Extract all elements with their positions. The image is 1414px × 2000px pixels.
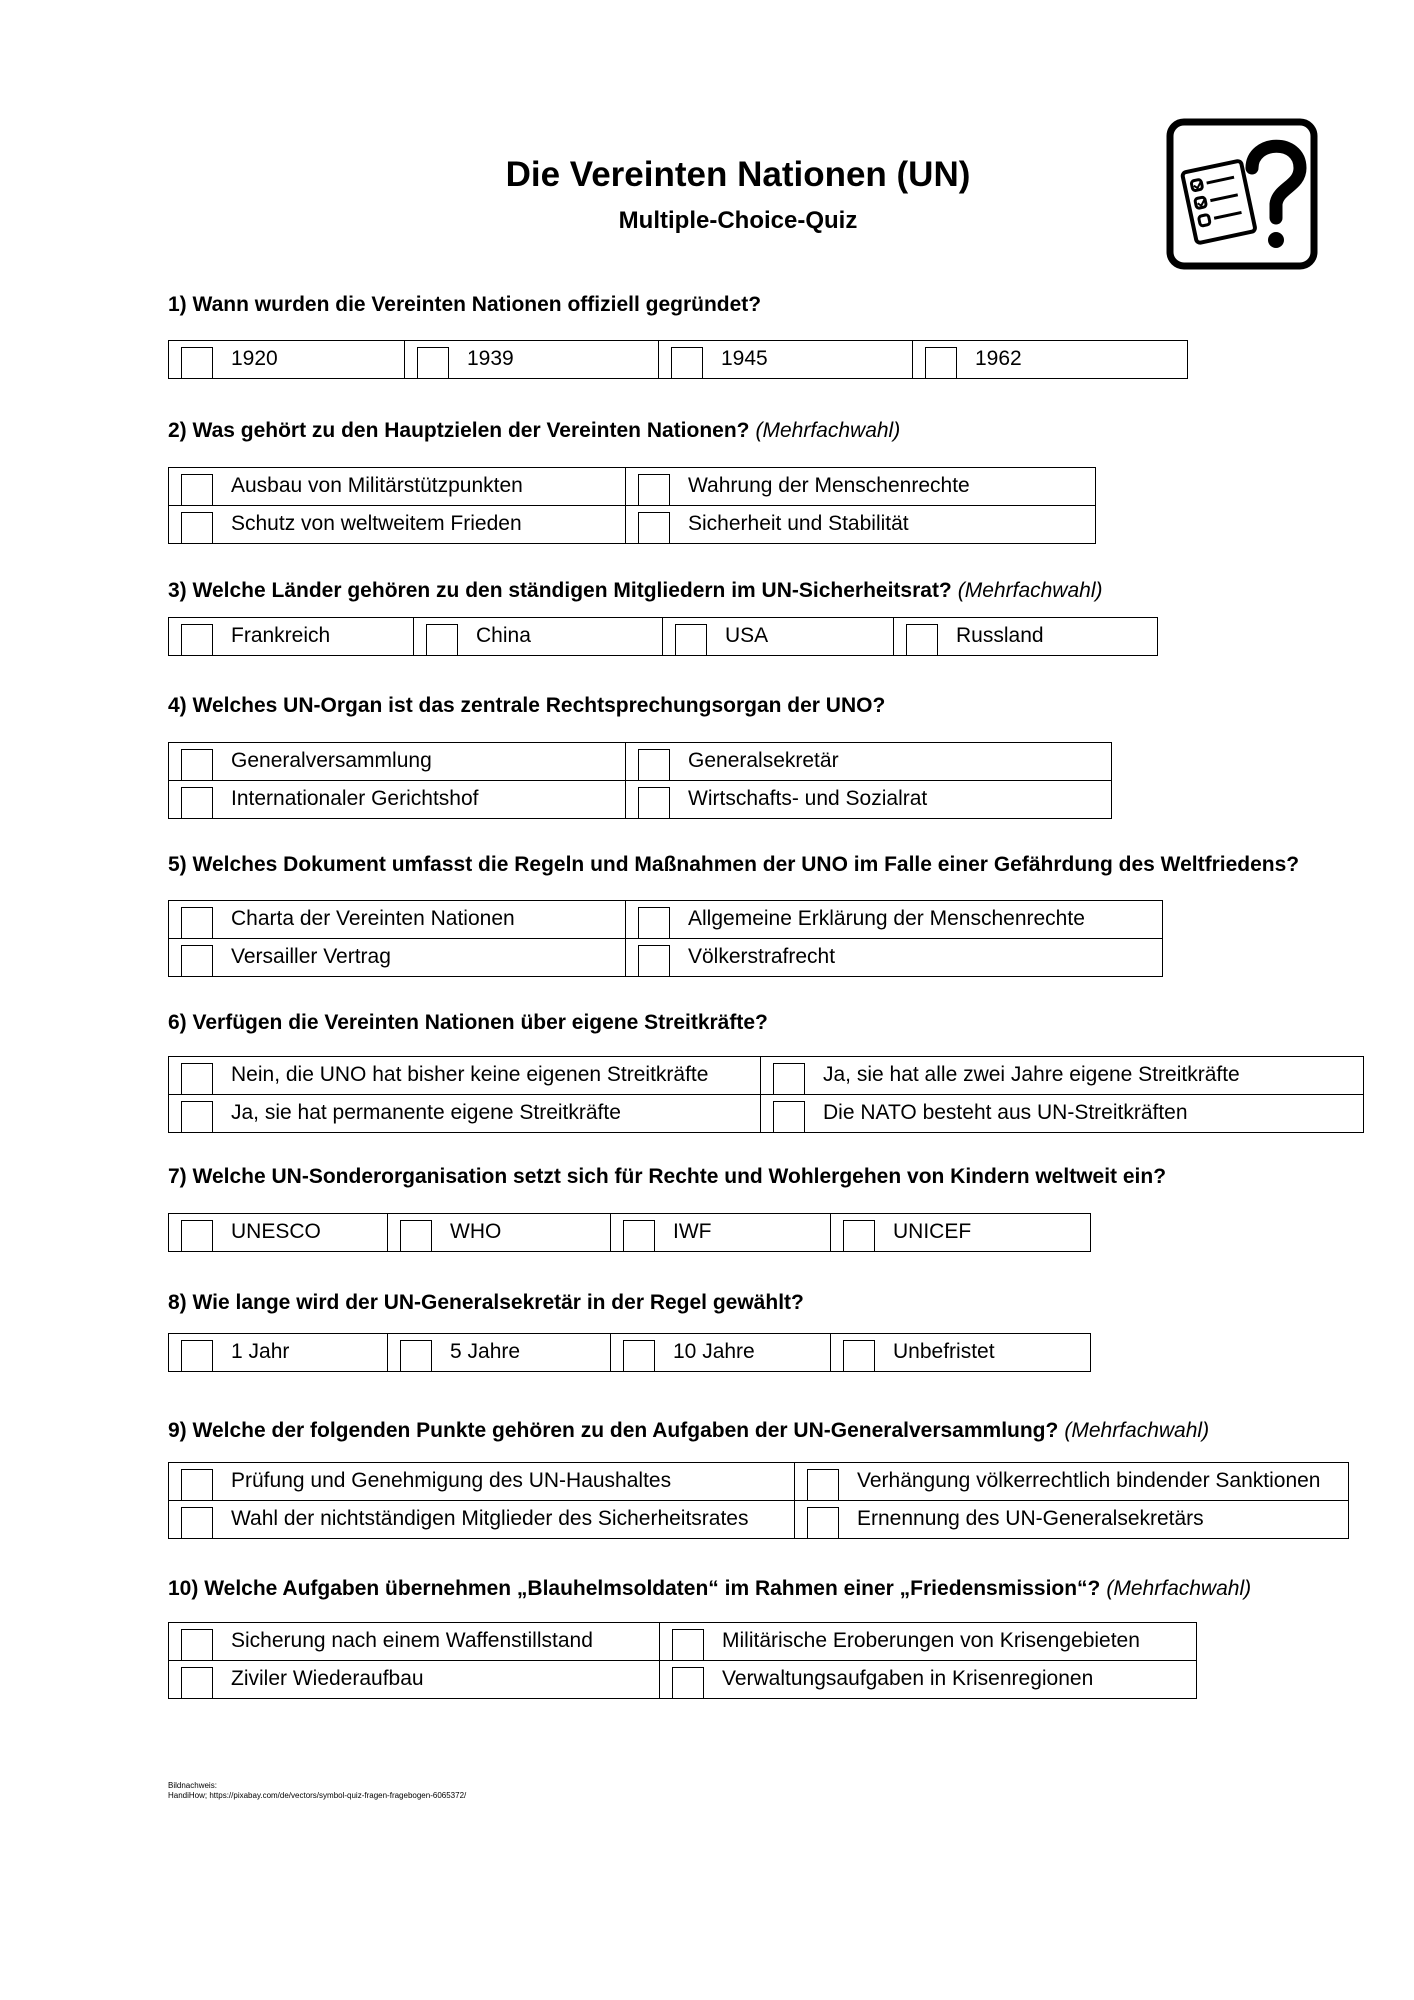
question-text: Welche UN-Sonderorganisation setzt sich für Rechte und Wohlergehen von Kindern weltweit ein? bbox=[192, 1165, 1167, 1188]
credit-text: HandiHow; https://pixabay.com/de/vectors/symbol-quiz-fragen-fragebogen-6065372/ bbox=[168, 1791, 467, 1800]
checkbox[interactable] bbox=[773, 1101, 805, 1133]
answer-grid-10 bbox=[168, 1622, 1197, 1699]
answer-grid-5 bbox=[168, 900, 1163, 977]
option-label: Sicherung nach einem Waffenstillstand bbox=[231, 1629, 593, 1652]
option-label: Militärische Eroberungen von Krisengebieten bbox=[722, 1629, 1140, 1652]
checkbox[interactable] bbox=[181, 512, 213, 544]
question-3 bbox=[168, 579, 1102, 603]
answer-option[interactable] bbox=[913, 341, 1187, 378]
checkbox[interactable] bbox=[417, 347, 449, 379]
answer-option[interactable] bbox=[169, 468, 625, 505]
checkbox[interactable] bbox=[623, 1340, 655, 1372]
checkbox[interactable] bbox=[400, 1220, 432, 1252]
option-label: 1962 bbox=[975, 347, 1022, 370]
option-label: Ja, sie hat permanente eigene Streitkräfte bbox=[231, 1101, 621, 1124]
answer-row bbox=[169, 506, 1096, 544]
answer-option[interactable] bbox=[169, 781, 625, 818]
answer-option[interactable] bbox=[169, 1334, 387, 1371]
answer-option[interactable] bbox=[626, 743, 1111, 780]
question-10 bbox=[168, 1577, 1251, 1601]
question-text: Welches Dokument umfasst die Regeln und Maßnahmen der UNO im Falle einer Gefährdung des Weltfriedens? bbox=[192, 853, 1300, 876]
question-hint: (Mehrfachwahl) bbox=[1064, 1419, 1210, 1442]
answer-grid-8 bbox=[168, 1333, 1091, 1372]
option-label: Unbefristet bbox=[893, 1340, 995, 1363]
checkbox[interactable] bbox=[925, 347, 957, 379]
option-label: Ernennung des UN-Generalsekretärs bbox=[857, 1507, 1204, 1530]
checkbox[interactable] bbox=[181, 474, 213, 506]
answer-option[interactable] bbox=[831, 1334, 1090, 1371]
answer-row bbox=[169, 781, 1112, 819]
question-6 bbox=[168, 1011, 768, 1035]
answer-row bbox=[169, 1463, 1349, 1501]
answer-grid-1 bbox=[168, 340, 1188, 379]
checkbox[interactable] bbox=[672, 1629, 704, 1661]
answer-option[interactable] bbox=[659, 341, 912, 378]
question-number: 3) bbox=[168, 579, 187, 602]
answer-row bbox=[169, 1501, 1349, 1539]
question-5 bbox=[168, 853, 1299, 877]
question-text: Wann wurden die Vereinten Nationen offiziell gegründet? bbox=[192, 293, 762, 316]
question-9 bbox=[168, 1419, 1209, 1443]
option-label: Ausbau von Militärstützpunkten bbox=[231, 474, 523, 497]
answer-option[interactable] bbox=[169, 1661, 659, 1698]
question-7 bbox=[168, 1165, 1166, 1189]
option-label: Generalsekretär bbox=[688, 749, 839, 772]
option-label: Allgemeine Erklärung der Menschenrechte bbox=[688, 907, 1085, 930]
answer-option[interactable] bbox=[831, 1214, 1090, 1251]
option-label: Schutz von weltweitem Frieden bbox=[231, 512, 522, 535]
option-label: Die NATO besteht aus UN-Streitkräften bbox=[823, 1101, 1188, 1124]
option-label: Ziviler Wiederaufbau bbox=[231, 1667, 424, 1690]
option-label: 1920 bbox=[231, 347, 278, 370]
question-number: 9) bbox=[168, 1419, 187, 1442]
option-label: Wahrung der Menschenrechte bbox=[688, 474, 970, 497]
question-text: Welche Aufgaben übernehmen „Blauhelmsoldaten“ im Rahmen einer „Friedensmission“? bbox=[204, 1577, 1101, 1600]
answer-row bbox=[169, 468, 1096, 506]
checkbox[interactable] bbox=[181, 1340, 213, 1372]
answer-option[interactable] bbox=[169, 618, 413, 655]
answer-option[interactable] bbox=[626, 781, 1111, 818]
option-label: Prüfung und Genehmigung des UN-Haushaltes bbox=[231, 1469, 672, 1492]
option-label: Russland bbox=[956, 624, 1044, 647]
question-hint: (Mehrfachwahl) bbox=[755, 419, 901, 442]
checkbox[interactable] bbox=[638, 945, 670, 977]
answer-option[interactable] bbox=[169, 341, 404, 378]
checkbox[interactable] bbox=[638, 907, 670, 939]
question-text: Verfügen die Vereinten Nationen über eigene Streitkräfte? bbox=[192, 1011, 768, 1034]
answer-row bbox=[169, 618, 1158, 656]
answer-option[interactable] bbox=[626, 468, 1095, 505]
question-number: 2) bbox=[168, 419, 187, 442]
answer-grid-6 bbox=[168, 1056, 1364, 1133]
option-label: Generalversammlung bbox=[231, 749, 432, 772]
option-label: USA bbox=[725, 624, 769, 647]
answer-option[interactable] bbox=[169, 1501, 794, 1538]
question-number: 8) bbox=[168, 1291, 187, 1314]
answer-row bbox=[169, 1661, 1197, 1699]
checkbox[interactable] bbox=[181, 1629, 213, 1661]
answer-option[interactable] bbox=[169, 743, 625, 780]
answer-option[interactable] bbox=[611, 1334, 830, 1371]
checkbox[interactable] bbox=[843, 1340, 875, 1372]
credit-title: Bildnachweis: bbox=[168, 1781, 217, 1790]
checkbox[interactable] bbox=[181, 945, 213, 977]
checkbox[interactable] bbox=[181, 1667, 213, 1699]
answer-grid-2 bbox=[168, 467, 1096, 544]
checkbox[interactable] bbox=[623, 1220, 655, 1252]
answer-option[interactable] bbox=[405, 341, 658, 378]
checkbox[interactable] bbox=[181, 1469, 213, 1501]
answer-option[interactable] bbox=[388, 1214, 610, 1251]
checkbox[interactable] bbox=[675, 624, 707, 656]
answer-grid-4 bbox=[168, 742, 1112, 819]
answer-row bbox=[169, 901, 1163, 939]
checkbox[interactable] bbox=[773, 1063, 805, 1095]
answer-row bbox=[169, 1057, 1364, 1095]
question-number: 6) bbox=[168, 1011, 187, 1034]
answer-grid-7 bbox=[168, 1213, 1091, 1252]
checkbox[interactable] bbox=[843, 1220, 875, 1252]
answer-option[interactable] bbox=[169, 1095, 760, 1132]
option-label: IWF bbox=[673, 1220, 712, 1243]
answer-option[interactable] bbox=[169, 1057, 760, 1094]
answer-option[interactable] bbox=[169, 901, 625, 938]
question-number: 5) bbox=[168, 853, 187, 876]
option-label: 1939 bbox=[467, 347, 514, 370]
checkbox[interactable] bbox=[181, 624, 213, 656]
checkbox[interactable] bbox=[638, 512, 670, 544]
answer-option[interactable] bbox=[414, 618, 662, 655]
answer-grid-9 bbox=[168, 1462, 1349, 1539]
answer-option[interactable] bbox=[388, 1334, 610, 1371]
option-label: Charta der Vereinten Nationen bbox=[231, 907, 515, 930]
answer-option[interactable] bbox=[660, 1661, 1196, 1698]
checkbox[interactable] bbox=[181, 907, 213, 939]
checkbox[interactable] bbox=[807, 1507, 839, 1539]
checkbox[interactable] bbox=[426, 624, 458, 656]
page-title: Die Vereinten Nationen (UN) bbox=[505, 155, 971, 194]
image-credit bbox=[168, 1781, 466, 1801]
question-text: Welche der folgenden Punkte gehören zu den Aufgaben der UN-Generalversammlung? bbox=[192, 1419, 1059, 1442]
question-text: Wie lange wird der UN-Generalsekretär in der Regel gewählt? bbox=[192, 1291, 804, 1314]
answer-row bbox=[169, 939, 1163, 977]
option-label: 10 Jahre bbox=[673, 1340, 755, 1363]
checkbox[interactable] bbox=[638, 749, 670, 781]
checkbox[interactable] bbox=[181, 787, 213, 819]
checkbox[interactable] bbox=[638, 474, 670, 506]
option-label: 1 Jahr bbox=[231, 1340, 290, 1363]
question-text: Was gehört zu den Hauptzielen der Vereinten Nationen? bbox=[192, 419, 750, 442]
question-text: Welches UN-Organ ist das zentrale Rechtsprechungsorgan der UNO? bbox=[192, 694, 886, 717]
option-label: Versailler Vertrag bbox=[231, 945, 391, 968]
answer-option[interactable] bbox=[660, 1623, 1196, 1660]
answer-row bbox=[169, 1623, 1197, 1661]
checkbox[interactable] bbox=[807, 1469, 839, 1501]
question-hint: (Mehrfachwahl) bbox=[1106, 1577, 1252, 1600]
answer-option[interactable] bbox=[626, 939, 1162, 976]
answer-option[interactable] bbox=[761, 1057, 1363, 1094]
checkbox[interactable] bbox=[181, 1220, 213, 1252]
answer-option[interactable] bbox=[169, 1463, 794, 1500]
checkbox[interactable] bbox=[181, 749, 213, 781]
checkbox[interactable] bbox=[638, 787, 670, 819]
answer-option[interactable] bbox=[169, 1623, 659, 1660]
checkbox[interactable] bbox=[906, 624, 938, 656]
answer-row bbox=[169, 743, 1112, 781]
answer-option[interactable] bbox=[169, 1214, 387, 1251]
question-hint: (Mehrfachwahl) bbox=[957, 579, 1103, 602]
checkbox[interactable] bbox=[181, 347, 213, 379]
option-label: UNICEF bbox=[893, 1220, 972, 1243]
option-label: Wahl der nichtständigen Mitglieder des Sicherheitsrates bbox=[231, 1507, 749, 1530]
checkbox[interactable] bbox=[400, 1340, 432, 1372]
answer-option[interactable] bbox=[663, 618, 893, 655]
answer-row bbox=[169, 1334, 1091, 1372]
answer-option[interactable] bbox=[169, 506, 625, 543]
answer-option[interactable] bbox=[169, 939, 625, 976]
option-label: Internationaler Gerichtshof bbox=[231, 787, 479, 810]
answer-option[interactable] bbox=[626, 901, 1162, 938]
answer-row bbox=[169, 1214, 1091, 1252]
question-number: 7) bbox=[168, 1165, 187, 1188]
option-label: Verhängung völkerrechtlich bindender Sanktionen bbox=[857, 1469, 1321, 1492]
answer-option[interactable] bbox=[894, 618, 1157, 655]
answer-option[interactable] bbox=[795, 1463, 1348, 1500]
question-number: 4) bbox=[168, 694, 187, 717]
option-label: Sicherheit und Stabilität bbox=[688, 512, 909, 535]
question-8 bbox=[168, 1291, 804, 1315]
option-label: Ja, sie hat alle zwei Jahre eigene Streitkräfte bbox=[823, 1063, 1240, 1086]
option-label: 5 Jahre bbox=[450, 1340, 521, 1363]
option-label: Wirtschafts- und Sozialrat bbox=[688, 787, 928, 810]
question-text: Welche Länder gehören zu den ständigen Mitgliedern im UN-Sicherheitsrat? bbox=[192, 579, 952, 602]
option-label: Nein, die UNO hat bisher keine eigenen Streitkräfte bbox=[231, 1063, 709, 1086]
checkbox[interactable] bbox=[181, 1063, 213, 1095]
answer-option[interactable] bbox=[611, 1214, 830, 1251]
option-label: Völkerstrafrecht bbox=[688, 945, 836, 968]
option-label: 1945 bbox=[721, 347, 768, 370]
question-2 bbox=[168, 419, 900, 443]
answer-option[interactable] bbox=[626, 506, 1095, 543]
question-number: 1) bbox=[168, 293, 187, 316]
question-1 bbox=[168, 293, 761, 317]
question-4 bbox=[168, 694, 885, 718]
option-label: Verwaltungsaufgaben in Krisenregionen bbox=[722, 1667, 1094, 1690]
checkbox[interactable] bbox=[181, 1101, 213, 1133]
checkbox[interactable] bbox=[181, 1507, 213, 1539]
answer-option[interactable] bbox=[761, 1095, 1363, 1132]
checkbox[interactable] bbox=[671, 347, 703, 379]
page-subtitle: Multiple-Choice-Quiz bbox=[618, 207, 858, 234]
option-label: China bbox=[476, 624, 531, 647]
answer-grid-3 bbox=[168, 617, 1158, 656]
option-label: Frankreich bbox=[231, 624, 331, 647]
option-label: WHO bbox=[450, 1220, 502, 1243]
quiz-questionnaire-icon bbox=[1166, 118, 1318, 270]
answer-row bbox=[169, 1095, 1364, 1133]
option-label: UNESCO bbox=[231, 1220, 321, 1243]
answer-option[interactable] bbox=[795, 1501, 1348, 1538]
checkbox[interactable] bbox=[672, 1667, 704, 1699]
question-number: 10) bbox=[168, 1577, 199, 1600]
answer-row bbox=[169, 341, 1188, 379]
